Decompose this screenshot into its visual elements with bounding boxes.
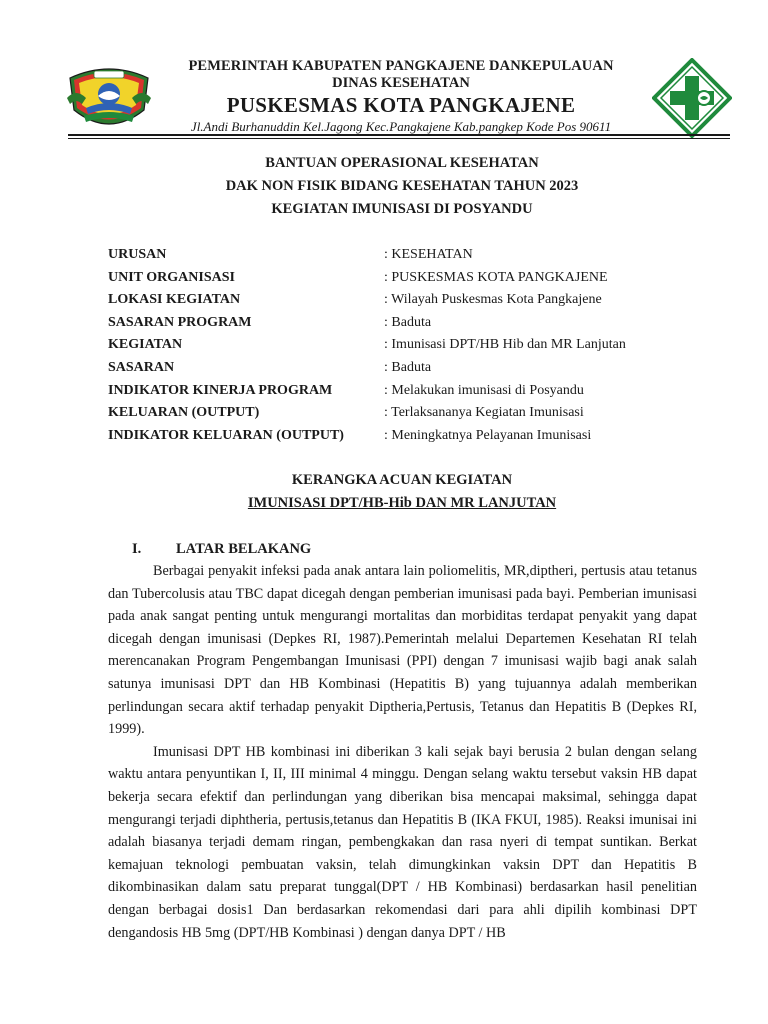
info-value: : Imunisasi DPT/HB Hib dan MR Lanjutan xyxy=(384,337,626,353)
document-title xyxy=(0,152,768,221)
info-value: : Baduta xyxy=(384,359,432,375)
info-row xyxy=(108,425,708,448)
info-key: INDIKATOR KINERJA PROGRAM xyxy=(108,382,333,398)
letterhead xyxy=(160,58,642,136)
info-key: SASARAN PROGRAM xyxy=(108,314,252,330)
info-value: : PUSKESMAS KOTA PANGKAJENE xyxy=(384,269,608,285)
government-name: PEMERINTAH KABUPATEN PANGKAJENE DANKEPULAUAN xyxy=(188,58,614,74)
department-name: DINAS KESEHATAN xyxy=(332,75,470,91)
info-row xyxy=(108,357,708,380)
kak-subtitle: IMUNISASI DPT/HB-Hib DAN MR LANJUTAN xyxy=(247,495,557,511)
letterhead-divider xyxy=(68,134,730,136)
info-row xyxy=(108,402,708,425)
info-value: : KESEHATAN xyxy=(384,247,473,262)
info-value: : Wilayah Puskesmas Kota Pangkajene xyxy=(384,292,602,308)
regency-crest-icon xyxy=(64,58,154,138)
info-key: KELUARAN (OUTPUT) xyxy=(108,405,260,421)
letterhead-divider-thin xyxy=(68,138,730,139)
info-key: SASARAN xyxy=(108,359,175,375)
paragraph: Imunisasi DPT HB kombinasi ini diberikan 3 kali sejak bayi berusia 2 bulan dengan selang waktu antara penyuntikan I, II, III minimal 4 minggu. Dengan selang waktu tersebut vaksin HB dapat bekerja secara efektif dan perlindungan yang diberikan bisa mencapai maksimal, sehingga dapat mengurangi terjadi diphtheria, pertusis,tetanus dan Hepatitis B (IKA FKUI, 1985). Reaksi imunisai ini adalah biasanya terjadi demam ringan, pembengkakan dan rasa nyeri di tempat suntikan. Berkat kemajuan teknologi pembuatan vaksin, telah dimungkinkan vaksin DPT dan Hepatitis B dikombinasikan dalam satu preparat tunggal(DPT / HB Kombinasi) berdasarkan hasil penelitian dengan berbagai dosis1 Dan berdasarkan rekomendasi dari para ahli dipilih kombinasi DPT dengandosis HB 5mg (DPT/HB Kombinasi ) dengan danya DPT / HB xyxy=(108,743,697,941)
info-key: KEGIATAN xyxy=(108,337,183,353)
info-key: URUSAN xyxy=(108,247,167,262)
info-row xyxy=(108,267,708,290)
institution-name: PUSKESMAS KOTA PANGKAJENE xyxy=(226,93,576,117)
info-row xyxy=(108,380,708,403)
title-line-3: KEGIATAN IMUNISASI DI POSYANDU xyxy=(271,201,533,217)
section-number: I. xyxy=(132,541,142,557)
info-row xyxy=(108,289,708,312)
title-line-1: BANTUAN OPERASIONAL KESEHATAN xyxy=(265,155,539,171)
health-cross-icon xyxy=(652,58,732,138)
kak-heading xyxy=(0,469,768,515)
info-row xyxy=(108,244,708,267)
paragraph: Berbagai penyakit infeksi pada anak antara lain poliomelitis, MR,diptheri, pertusis atau tetanus dan Tubercolusis atau TBC dapat dicegah dengan pemberian imunisasi pada bayi. Pemberian imunisasi pada anak sangat penting untuk mengurangi mortalitas dan morbiditas terdapat penyakit yang dapat dicegah dengan imunisasi (Depkes RI, 1987).Pemerintah melalui Departemen Kesehatan RI telah merencanakan Program Pengembangan Imunisasi (PPI) dengan 7 imunisasi wajib bagi anak salah satunya imunisasi DPT dan HB Kombinasi (Hepatitis B) yang tujuannya adalah memberikan perlindungan secara aktif terhadap penyakit Diptheria,Pertusis, Tetanus dan Hepatitis B (Depkes RI, 1999). xyxy=(108,563,697,738)
info-key: INDIKATOR KELUARAN (OUTPUT) xyxy=(108,427,344,443)
title-line-2: DAK NON FISIK BIDANG KESEHATAN TAHUN 2023 xyxy=(225,178,579,194)
info-value: : Terlaksananya Kegiatan Imunisasi xyxy=(384,405,584,421)
info-value: : Baduta xyxy=(384,314,432,330)
info-row xyxy=(108,334,708,357)
info-value: : Meningkatnya Pelayanan Imunisasi xyxy=(384,427,592,443)
info-key: LOKASI KEGIATAN xyxy=(108,292,241,308)
institution-address: Jl.Andi Burhanuddin Kel.Jagong Kec.Pangkajene Kab.pangkep Kode Pos 90611 xyxy=(190,119,612,134)
activity-info-table xyxy=(108,244,708,447)
section-body xyxy=(108,560,697,944)
section-heading xyxy=(132,538,311,560)
kak-title: KERANGKA ACUAN KEGIATAN xyxy=(291,472,513,488)
info-value: : Melakukan imunisasi di Posyandu xyxy=(384,382,584,398)
info-row xyxy=(108,312,708,335)
info-key: UNIT ORGANISASI xyxy=(108,269,235,285)
section-title: LATAR BELAKANG xyxy=(176,541,312,557)
